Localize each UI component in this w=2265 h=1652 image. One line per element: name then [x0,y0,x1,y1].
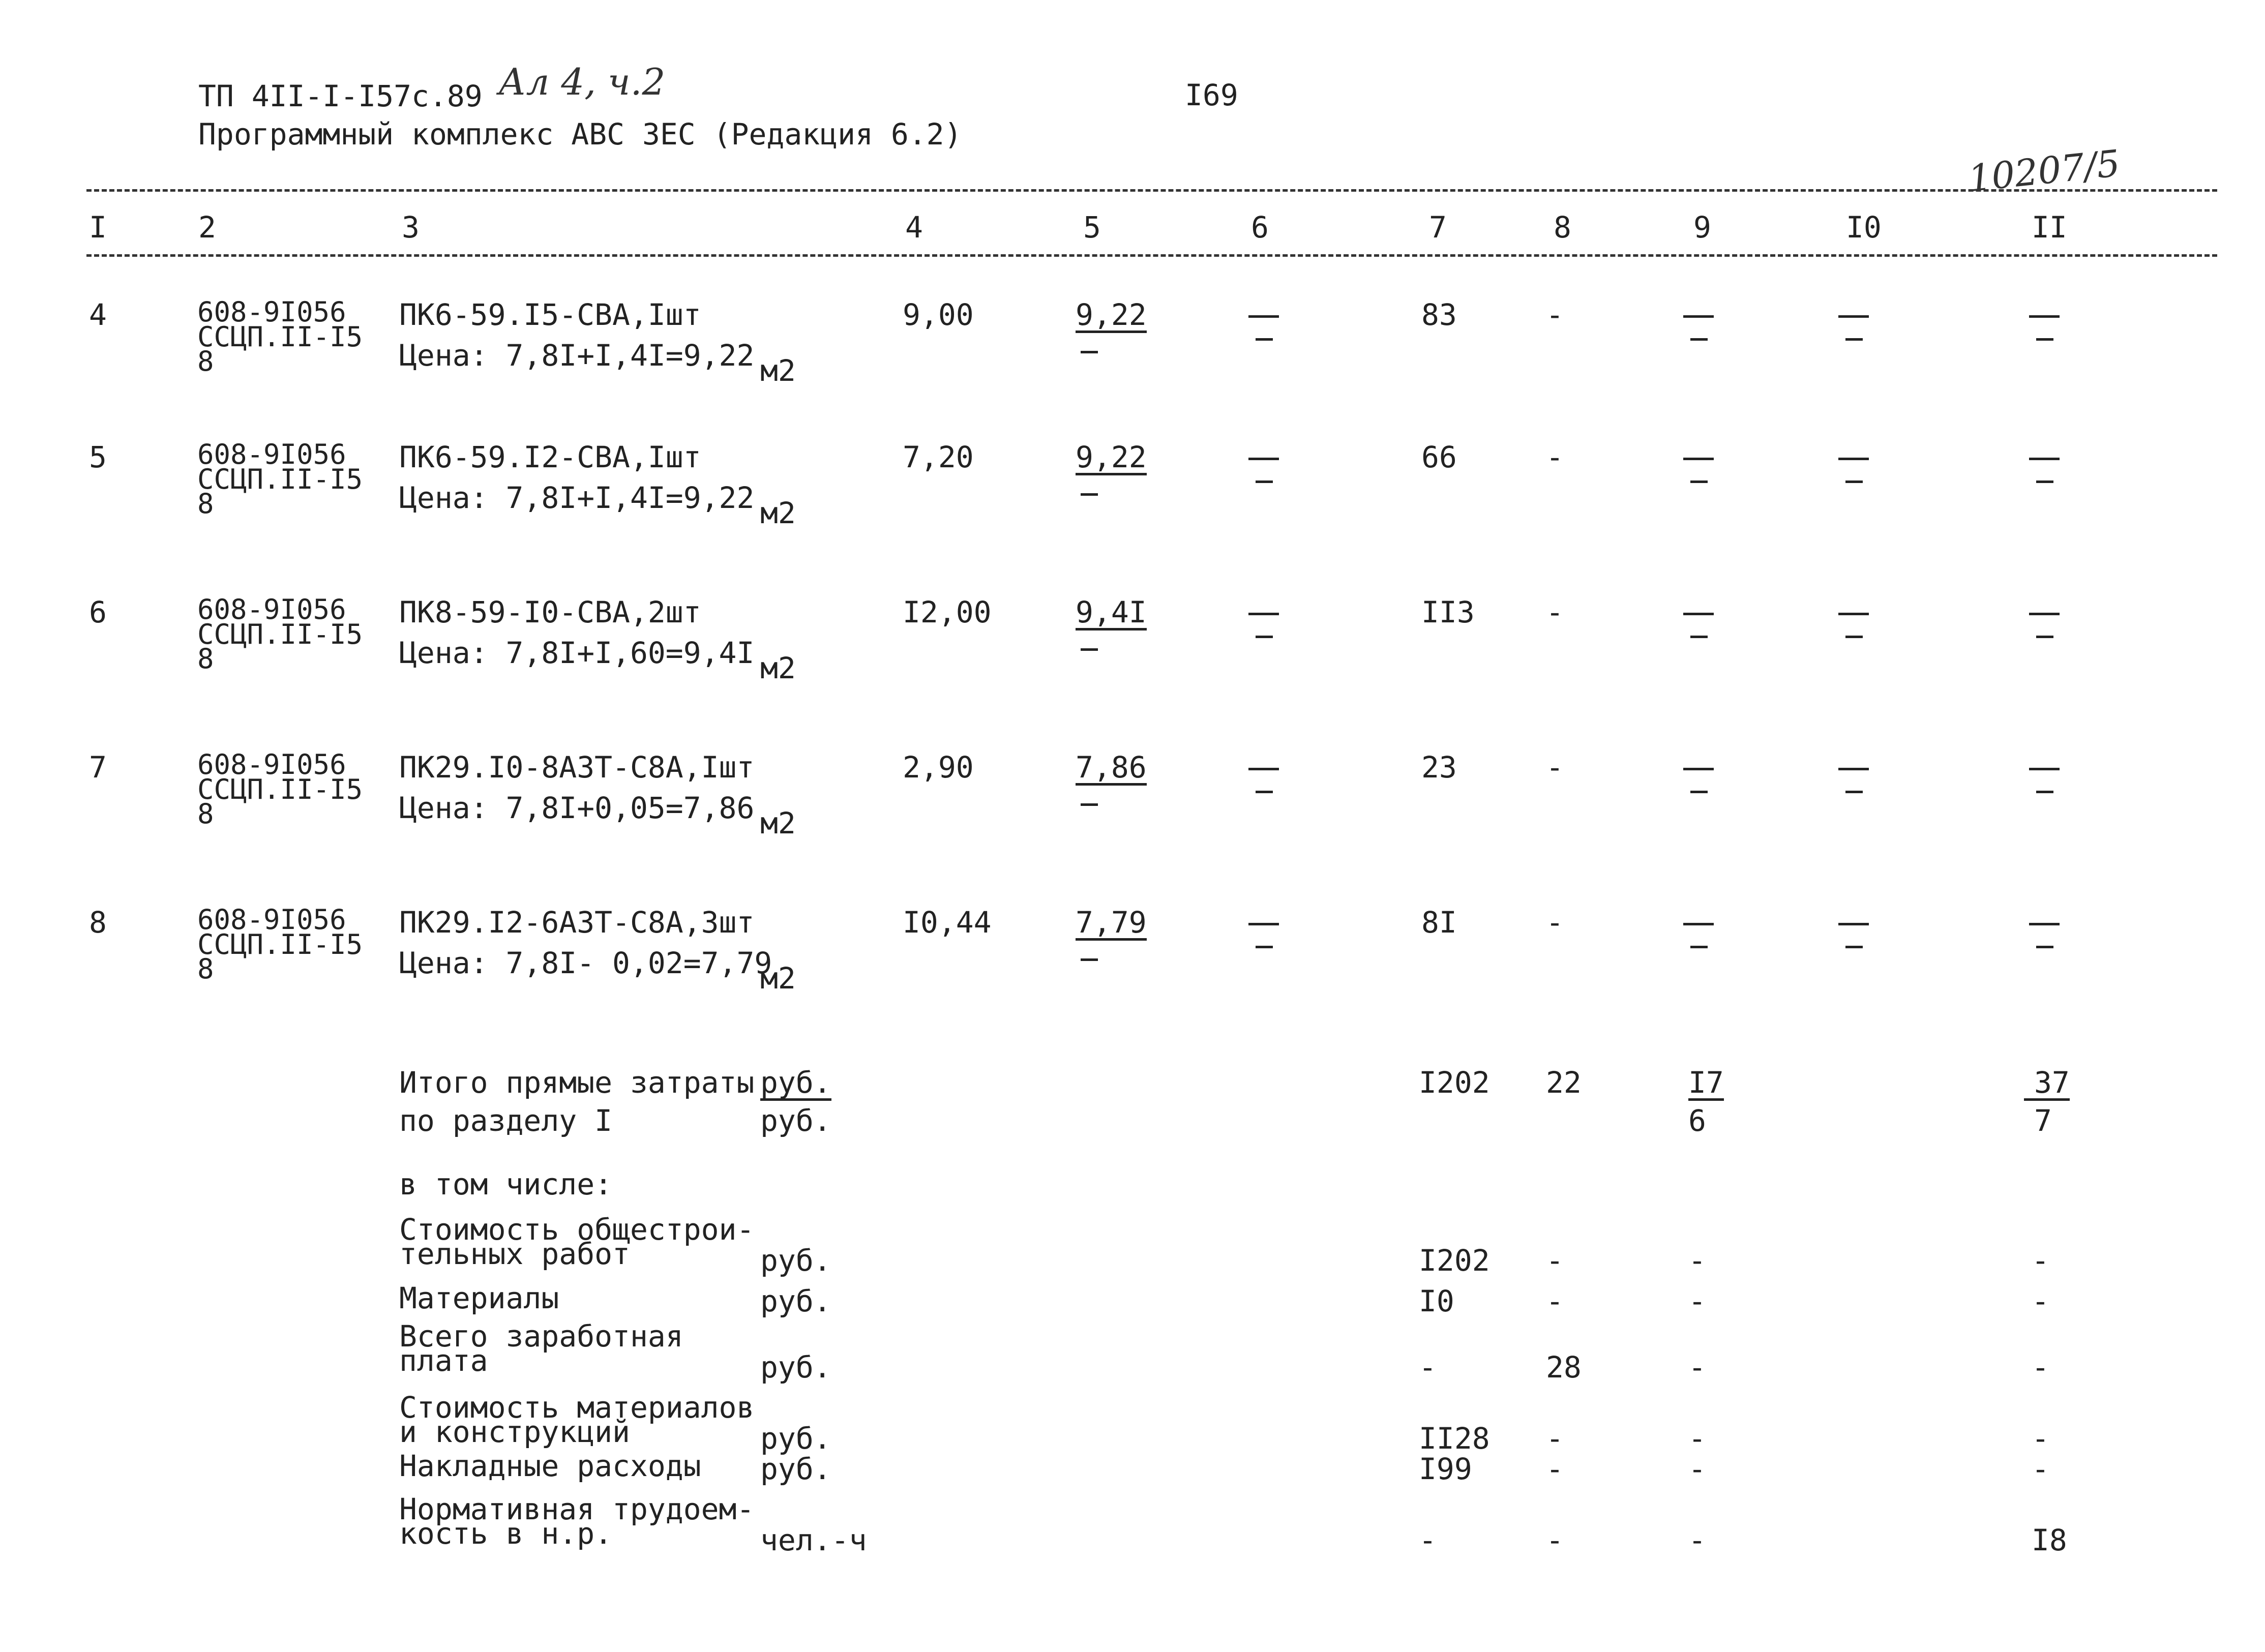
row-unit-cost: 9,22 [1076,297,1147,332]
totals-label-1: Итого прямые затраты [399,1065,755,1100]
row-col8: - [1546,905,1564,940]
breakdown-label: Нормативная трудоем- кость в н.р. [399,1492,755,1551]
row-col11-mark-dash [2036,636,2053,638]
row-qty: 7,20 [903,440,974,474]
row-col10-mark-dash [1845,480,1863,483]
breakdown-col11: - [2032,1350,2049,1385]
row-col6-mark-dash [1256,636,1273,638]
breakdown-col7: I0 [1419,1284,1454,1318]
row-qty: 2,90 [903,750,974,785]
row-col8: - [1546,595,1564,629]
row-col11-mark-underscore [2029,315,2060,318]
row-col10-mark-dash [1845,636,1863,638]
breakdown-label: Всего заработная плата [399,1319,683,1378]
breakdown-col7: I202 [1419,1243,1490,1278]
row-col9-mark-dash [1690,791,1708,793]
breakdown-col9: - [1688,1421,1706,1456]
row-col11-mark [2029,597,2060,638]
row-col10-mark-underscore [1838,768,1869,770]
row-col9-mark [1683,300,1714,341]
row-col6-mark [1248,597,1279,638]
breakdown-label: Стоимость материалов и конструкций [399,1390,755,1449]
row-unit-cost: 7,86 [1076,750,1147,785]
row-name: ПК29.I0-8А3Т-С8А,Iшт [399,750,755,785]
row-unit-cost-dash [1081,958,1098,961]
breakdown-col8: - [1546,1452,1564,1486]
row-col11-mark [2029,908,2060,948]
row-price: Цена: 7,8I+I,4I=9,22 [399,338,755,373]
breakdown-col11: - [2032,1452,2049,1486]
row-price: Цена: 7,8I- 0,02=7,79 [399,946,772,980]
row-name: ПК6-59.I2-СВА,Iшт [399,440,701,474]
row-code: 608-9I056 ССЦП.II-I5 8 [197,904,363,985]
page-number: I69 [1185,78,1238,112]
col-header-6: 6 [1251,210,1269,245]
row-col9-mark-underscore [1683,923,1714,925]
row-col11-mark-dash [2036,946,2053,948]
breakdown-col9: - [1688,1243,1706,1278]
totals-col9-top: I7 [1688,1065,1724,1100]
row-col7: 8I [1421,905,1457,940]
row-unit-cost: 9,4I [1076,595,1147,629]
totals-col11-bottom: 7 [2034,1103,2052,1138]
row-col10-mark-underscore [1838,315,1869,318]
row-unit-cost-dash [1081,493,1098,496]
breakdown-col8: - [1546,1243,1564,1278]
col-header-11: II [2032,210,2067,245]
breakdown-col8: - [1546,1523,1564,1557]
totals-unit-2: руб. [760,1103,831,1138]
row-col9-mark-underscore [1683,458,1714,460]
row-col9-mark-dash [1690,636,1708,638]
row-col7: II3 [1421,595,1475,629]
row-col7: 66 [1421,440,1457,474]
breakdown-unit: руб. [760,1350,831,1385]
totals-label-2: по разделу I [399,1103,613,1138]
row-number: 8 [89,905,107,940]
row-number: 4 [89,297,107,332]
breakdown-label: Материалы [399,1281,559,1315]
row-col11-mark-dash [2036,791,2053,793]
row-col6-mark-underscore [1248,315,1279,318]
row-col6-mark-dash [1256,946,1273,948]
breakdown-col11: - [2032,1284,2049,1318]
row-col11-mark-underscore [2029,923,2060,925]
row-unit-cost-dash [1081,803,1098,806]
row-col10-mark-underscore [1838,613,1869,615]
row-col6-mark [1248,753,1279,793]
row-qty: I2,00 [903,595,992,629]
row-col9-mark-underscore [1683,613,1714,615]
row-col6-mark [1248,442,1279,483]
row-col9-mark [1683,908,1714,948]
col-header-1: I [89,210,107,245]
row-unit: м2 [760,651,796,685]
row-col10-mark-dash [1845,791,1863,793]
row-unit: м2 [760,961,796,996]
breakdown-col7: II28 [1419,1421,1490,1456]
row-unit: м2 [760,806,796,840]
row-code: 608-9I056 ССЦП.II-I5 8 [197,748,363,830]
row-col11-mark [2029,300,2060,341]
breakdown-col7: - [1419,1350,1437,1385]
row-col10-mark-dash [1845,946,1863,948]
col-header-2: 2 [198,210,216,245]
totals-col9-bottom: 6 [1688,1103,1706,1138]
row-col11-mark [2029,442,2060,483]
row-col11-mark-dash [2036,338,2053,341]
row-col6-mark-underscore [1248,923,1279,925]
totals-col8: 22 [1546,1065,1582,1100]
row-code: 608-9I056 ССЦП.II-I5 8 [197,438,363,520]
col-header-7: 7 [1429,210,1447,245]
row-qty: 9,00 [903,297,974,332]
row-unit-cost: 7,79 [1076,905,1147,940]
row-code: 608-9I056 ССЦП.II-I5 8 [197,593,363,675]
row-unit-cost: 9,22 [1076,440,1147,474]
breakdown-label: Стоимость общестрои- тельных работ [399,1212,755,1271]
row-col9-mark [1683,597,1714,638]
row-col6-mark-underscore [1248,768,1279,770]
breakdown-unit: руб. [760,1243,831,1278]
breakdown-col8: - [1546,1421,1564,1456]
row-name: ПК29.I2-6А3Т-С8А,3шт [399,905,755,940]
row-col6-mark-dash [1256,791,1273,793]
row-col11-mark-underscore [2029,768,2060,770]
breakdown-col8: 28 [1546,1350,1582,1385]
row-col10-mark [1838,753,1869,793]
row-col11-mark-dash [2036,480,2053,483]
row-col10-mark [1838,597,1869,638]
breakdown-col9: - [1688,1284,1706,1318]
row-col10-mark [1838,442,1869,483]
row-col6-mark-dash [1256,480,1273,483]
row-name: ПК8-59-I0-СВА,2шт [399,595,701,629]
row-col9-mark-dash [1690,338,1708,341]
row-col7: 83 [1421,297,1457,332]
breakdown-col7: - [1419,1523,1437,1557]
row-qty: I0,44 [903,905,992,940]
breakdown-col7: I99 [1419,1452,1472,1486]
handwritten-ref: Ал 4, ч.2 [498,61,666,103]
row-number: 5 [89,440,107,474]
row-code: 608-9I056 ССЦП.II-I5 8 [197,296,363,378]
row-price: Цена: 7,8I+I,60=9,4I [399,636,755,670]
row-col6-mark-dash [1256,338,1273,341]
col-header-3: 3 [402,210,420,245]
breakdown-col9: - [1688,1350,1706,1385]
row-col6-mark [1248,300,1279,341]
row-col9-mark-dash [1690,480,1708,483]
row-name: ПК6-59.I5-СВА,Iшт [399,297,701,332]
breakdown-col11: I8 [2032,1523,2067,1557]
row-col11-mark-underscore [2029,458,2060,460]
row-col10-mark [1838,908,1869,948]
col-header-10: I0 [1846,210,1882,245]
breakdown-col9: - [1688,1523,1706,1557]
totals-unit-1: руб. [760,1065,831,1100]
header-rule-bottom [86,254,2217,257]
row-col10-mark [1838,300,1869,341]
col-header-8: 8 [1554,210,1571,245]
row-price: Цена: 7,8I+0,05=7,86 [399,791,755,825]
row-unit-cost-dash [1081,351,1098,353]
col-header-4: 4 [905,210,923,245]
row-unit: м2 [760,496,796,530]
breakdown-unit: руб. [760,1284,831,1318]
row-col11-mark [2029,753,2060,793]
row-unit-cost-dash [1081,648,1098,651]
row-number: 6 [89,595,107,629]
stamp-number: 10207/5 [1966,141,2122,200]
col-header-5: 5 [1083,210,1101,245]
totals-col11-top: 37 [2024,1068,2070,1101]
row-unit: м2 [760,353,796,388]
row-col11-mark-underscore [2029,613,2060,615]
breakdown-unit: чел.-ч [760,1523,867,1557]
breakdown-col11: - [2032,1243,2049,1278]
breakdown-label: Накладные расходы [399,1449,701,1483]
software-title: Программный комплекс АВС 3ЕС (Редакция 6.2) [198,117,962,152]
row-price: Цена: 7,8I+I,4I=9,22 [399,480,755,515]
breakdown-col11: - [2032,1421,2049,1456]
breakdown-col9: - [1688,1452,1706,1486]
row-col8: - [1546,440,1564,474]
row-col10-mark-dash [1845,338,1863,341]
header-rule-top [86,189,2217,192]
row-col10-mark-underscore [1838,923,1869,925]
row-col6-mark [1248,908,1279,948]
row-number: 7 [89,750,107,785]
row-col9-mark-underscore [1683,768,1714,770]
col-header-9: 9 [1693,210,1711,245]
row-col7: 23 [1421,750,1457,785]
row-col10-mark-underscore [1838,458,1869,460]
row-col8: - [1546,750,1564,785]
breakdown-unit: руб. [760,1421,831,1456]
row-col8: - [1546,297,1564,332]
row-col6-mark-underscore [1248,458,1279,460]
breakdown-unit: руб. [760,1452,831,1486]
row-col6-mark-underscore [1248,613,1279,615]
row-col9-mark [1683,442,1714,483]
row-col9-mark-dash [1690,946,1708,948]
doc-code: ТП 4II-I-I57c.89 [198,79,483,113]
totals-col7: I202 [1419,1065,1490,1100]
row-col9-mark-underscore [1683,315,1714,318]
breakdown-col8: - [1546,1284,1564,1318]
including-label: в том числе: [399,1167,613,1202]
row-col9-mark [1683,753,1714,793]
